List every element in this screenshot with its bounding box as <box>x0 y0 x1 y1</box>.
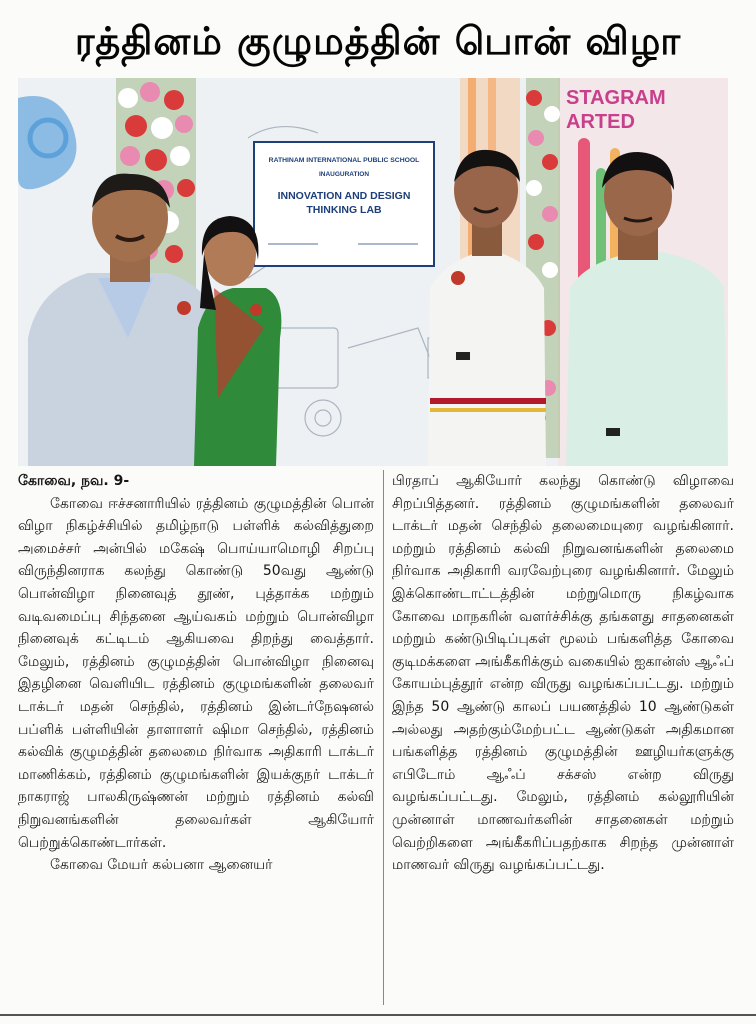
article-paragraph: கோவை ஈச்சனாரியில் ரத்தினம் குழுமத்தின் பொன் விழா நிகழ்ச்சியில் தமிழ்நாடு பள்ளிக் கல்வித்துறை அமைச்சர் அன்பில் மகேஷ் பொய்யாமொழி சிறப்பு விருந்தினராக கலந்து கொண்டு 50வது ஆண்டு பொன்விழா நினைவுத் தூண், புத்தாக்க மற்றும் வடிவமைப்பு சிந்தனை ஆய்வகம் மற்றும் பொன்விழா நினைவுக் கட்டிடம் ஆகியவை திறந்து வைத்தார். மேலும், ரத்தினம் குழுமத்தின் பொன்விழா நினைவு இதழினை வெளியிட ரத்தினம் குழுமங்களின் தலைவர் டாக்டர் மதன் செந்தில், ரத்தினம் இன்டர்நேஷனல் பப்ளிக் பள்ளியின் தாளாளர் ஷிமா செந்தில், ரத்தினம் கல்விக் குழுமத்தின் தலைமை நிர்வாக அதிகாரி டாக்டர் மாணிக்கம், ரத்தினம் குழுமங்களின் இயக்குநர் டாக்டர் நாகராஜ் பாலகிருஷ்ணன் மற்றும் ரத்தினம் கல்வி நிறுவனங்களின் தலைவர்கள் ஆகியோர் பெற்றுக்கொண்டார்கள். <box>18 495 374 851</box>
svg-text:INAUGURATION: INAUGURATION <box>318 171 370 178</box>
svg-text:THINKING LAB: THINKING LAB <box>306 204 382 216</box>
top-crumb <box>0 0 756 8</box>
started-sign: ARTED <box>566 111 635 133</box>
article-paragraph: பிரதாப் ஆகியோர் கலந்து கொண்டு விழாவை சிறப்பித்தனர். ரத்தினம் குழுமங்களின் தலைவர் டாக்டர் மதன் செந்தில் தலைமையுரை வழங்கினார். மற்றும் ரத்தினம் கல்வி நிறுவனங்களின் தலைமை நிர்வாக அதிகாரி வரவேற்புரை வழங்கினார். மேலும் இக்கொண்டாட்டத்தின் மற்றுமொரு நிகழ்வாக கோவை மாநகரின் வளர்ச்சிக்கு தங்களது சாதனைகள் மற்றும் கண்டுபிடிப்புகள் மூலம் பங்களித்த கோவை குடிமக்களை அங்கீகரிக்கும் வகையில் ஐகான்ஸ் ஆஃப் கோயம்புத்தூர் என்ற விருது வழங்கப்பட்டது. மற்றும் இந்த 50 ஆண்டு காலப் பயணத்தில் 10 ஆண்டுகள் அல்லது அதற்கும்மேற்பட்ட ஆண்டுகள் அதிகமான பங்களித்த ரத்தினம் குழுமத்தின் ஊழியர்களுக்கு எபிடோம் ஆஃப் சக்சஸ் என்ற விருது வழங்கப்பட்டது. மேலும், ரத்தினம் கல்லூரியின் முன்னாள் மாணவர்களின் சாதனைகள் மற்றும் வெற்றிகளை அங்கீகரிப்பதற்காக சிறந்த முன்னாள் மாணவர் விருது வழங்கப்பட்டது. <box>392 473 734 874</box>
article-column-left <box>18 470 374 877</box>
column-divider <box>383 470 384 1005</box>
article-paragraph: கோவை மேயர் கல்பனா ஆனையர் <box>50 857 273 874</box>
article-column-right <box>392 470 734 877</box>
svg-text:RATHINAM INTERNATIONAL PUBLIC: RATHINAM INTERNATIONAL PUBLIC SCHOOL <box>268 157 420 164</box>
article-photo <box>18 78 728 466</box>
dateline: கோவை, நவ. 9- <box>18 473 130 489</box>
instagram-sign: STAGRAM <box>566 87 666 109</box>
bottom-rule <box>0 1014 756 1016</box>
headline: ரத்தினம் குழுமத்தின் பொன் விழா <box>74 19 682 63</box>
svg-text:INNOVATION AND DESIGN: INNOVATION AND DESIGN <box>277 190 411 202</box>
